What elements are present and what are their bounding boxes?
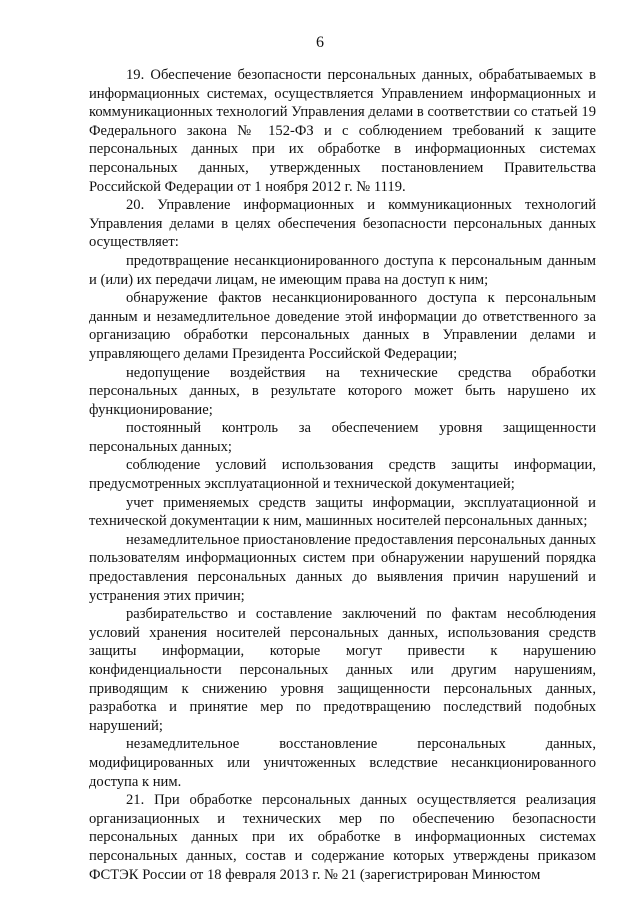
list-item-detection: обнаружение фактов несанкционированного доступа к персональным данным и незамедлительное доведение этой информации до ответственного за организацию обработки персональных данных в Управлении делами и управляющего делами Президента Российской Федерации;	[89, 290, 596, 362]
list-item-investigation: разбирательство и составление заключений по фактам несоблюдения условий хранения носителей персональных данных, использования средств защиты информации, которые могут привести к нарушению конфиденциальности персональных данных или другим нарушениям, приводящим к снижению уровня защищенности персональных данных, разработка и принятие мер по предотвращению последствий подобных нарушений;	[89, 606, 596, 734]
list-item-suspension: незамедлительное приостановление предоставления персональных данных пользователям информационных систем при обнаружении нарушений порядка предоставления персональных данных до выявления причин нарушений и устранения этих причин;	[89, 531, 596, 604]
list-item-control: постоянный контроль за обеспечением уровня защищенности персональных данных;	[89, 420, 596, 455]
page-number: 6	[316, 34, 324, 51]
list-item-prevention: предотвращение несанкционированного доступа к персональным данным и (или) их передачи лицам, не имеющим права на доступ к ним;	[89, 252, 596, 288]
list-item-restoration: незамедлительное восстановление персональных данных, модифицированных или уничтоженных вследствие несанкционированного доступа к ним.	[89, 736, 596, 790]
list-item-compliance: соблюдение условий использования средств защиты информации, предусмотренных эксплуатационной и технической документацией;	[89, 457, 596, 493]
document-body	[89, 66, 596, 884]
paragraph-20: 20. Управление информационных и коммуникационных технологий Управления делами в целях обеспечения безопасности персональных данных осуществляет:	[89, 197, 596, 251]
paragraph-21: 21. При обработке персональных данных осуществляется реализация организационных и технических мер по обеспечению безопасности персональных данных при их обработке в информационных системах персональных данных, состав и содержание которых утверждены приказом ФСТЭК России от 18 февраля 2013 г. № 21 (зарегистрирован Минюстом	[89, 792, 596, 883]
paragraph-19: 19. Обеспечение безопасности персональных данных, обрабатываемых в информационных системах, осуществляется Управлением информационных и коммуникационных технологий Управления делами в соответствии со статьей 19 Федерального закона № 152-ФЗ и с соблюдением требований к защите персональных данных при их обработке в информационных системах персональных данных, утвержденных постановлением Правительства Российской Федерации от 1 ноября 2012 г. № 1119.	[89, 67, 596, 195]
list-item-accounting: учет применяемых средств защиты информации, эксплуатационной и технической документации к ним, машинных носителей персональных данных;	[89, 494, 596, 530]
list-item-non-impact: недопущение воздействия на технические средства обработки персональных данных, в результате которого может быть нарушено их функционирование;	[89, 364, 596, 418]
